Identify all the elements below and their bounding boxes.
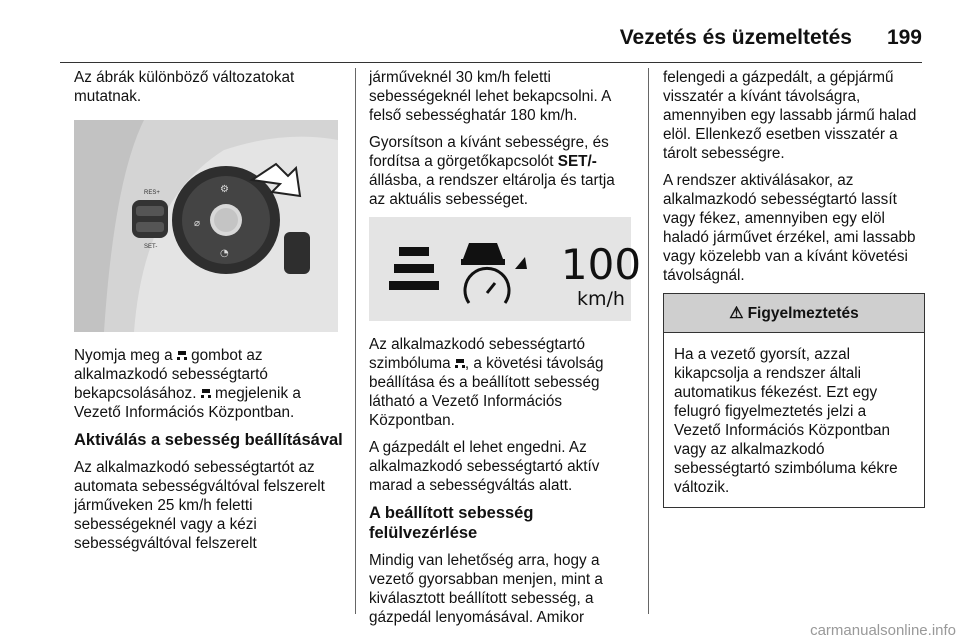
res-label: RES+: [144, 190, 160, 196]
distance-button: [284, 232, 310, 274]
res-set-rocker: [132, 200, 168, 238]
paragraph: Az alkalmazkodó sebességtartó szimbóluma , a követési távolság beállítása és a beállított sebesség látható a Vezető Információs Központban.: [369, 336, 604, 429]
svg-text:⌀: ⌀: [194, 218, 201, 229]
page-header: [60, 26, 922, 63]
warning-triangle-icon: ⚠: [729, 304, 744, 322]
warning-box: [663, 293, 925, 508]
set-label-bold: SET/-: [557, 153, 597, 170]
column-divider: [648, 68, 649, 614]
watermark: carmanualsonline.info: [810, 622, 956, 639]
paragraph: járműveknél 30 km/h feletti sebességeknél lehet bekapcsolni. A felső sebességhatár 180 km/h.: [369, 69, 611, 124]
cruise-symbol-icon: [201, 388, 211, 399]
warning-title: Figyelmeztetés: [747, 304, 859, 322]
column-2: [369, 68, 642, 635]
page-number: 199: [886, 26, 922, 49]
chapter-title: Vezetés és üzemeltetés: [619, 26, 852, 49]
display-unit: km/h: [577, 288, 625, 310]
section-heading: Aktiválás a sebesség beállításával: [74, 431, 343, 449]
steering-wheel-controls-figure: [74, 120, 338, 332]
cruise-symbol-icon: [455, 358, 465, 369]
set-label: SET-: [144, 244, 158, 250]
paragraph: A gázpedált el lehet engedni. Az alkalmazkodó sebességtartó aktív marad a sebességváltás alatt.: [369, 439, 600, 494]
paragraph: Nyomja meg a gombot az alkalmazkodó sebességtartó bekapcsolásához. megjelenik a Vezető Információs Központban.: [74, 347, 301, 421]
driver-info-display-figure: [369, 217, 642, 321]
svg-text:◔: ◔: [220, 248, 229, 259]
section-heading: A beállított sebesség felülvezérlése: [369, 504, 534, 542]
column-divider: [355, 68, 356, 614]
paragraph: Mindig van lehetőség arra, hogy a vezető gyorsabban menjen, mint a kiválasztott beállított sebesség, a gázpedál lenyomásával. Amikor: [369, 552, 603, 626]
svg-text:⚙: ⚙: [220, 184, 229, 195]
column-3: [663, 68, 925, 508]
paragraph: felengedi a gázpedált, a gépjármű visszatér a kívánt távolságra, amennyiben egy lassabb jármű halad elöl. Ellenkező esetben visszatér a tárolt sebességre.: [663, 69, 917, 162]
paragraph: Az alkalmazkodó sebességtartót az automata sebességváltóval felszerelt járműveken 25 km/h feletti sebességeknél vagy a kézi sebességváltóval felszerelt: [74, 459, 325, 552]
display-speed: 100: [560, 240, 642, 289]
warning-header: [664, 294, 924, 333]
warning-body: Ha a vezető gyorsít, azzal kikapcsolja a rendszer általi automatikus fékezést. Ezt egy felugró figyelmeztetés jelzi a Vezető Információs Központban vagy az alkalmazkodó sebességtartó szimbóluma kékre változik.: [674, 346, 898, 496]
paragraph: Az ábrák különböző változatokat mutatnak.: [74, 69, 295, 105]
column-1: [74, 68, 344, 561]
cruise-symbol-icon: [177, 350, 187, 361]
paragraph: A rendszer aktiválásakor, az alkalmazkodó sebességtartó lassít vagy fékez, amennyiben egy elöl haladó járművet érzékel, ami lassabb vagy közelebb van a kívánt követési távolságnál.: [663, 172, 916, 284]
paragraph: Gyorsítson a kívánt sebességre, és fordítsa a görgetőkapcsolót SET/- állásba, a rendszer eltárolja és tartja az aktuális sebességet.: [369, 134, 615, 208]
